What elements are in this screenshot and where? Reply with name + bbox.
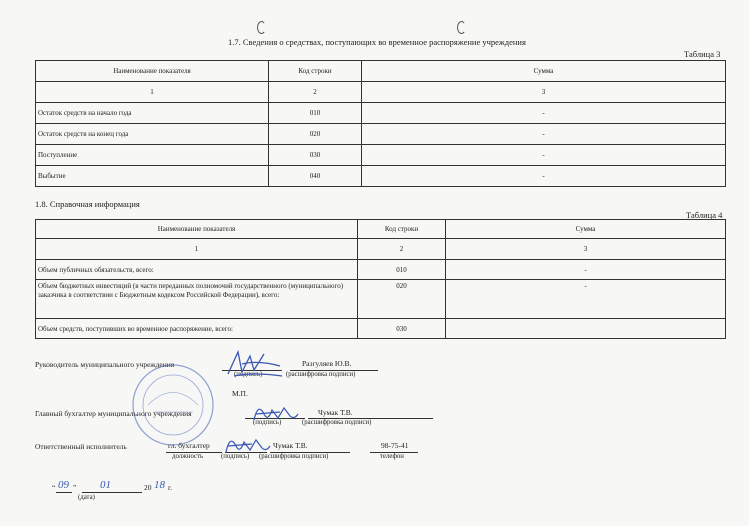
section-17-title: 1.7. Сведения о средствах, поступающих во временное распоряжение учреждения	[228, 37, 526, 47]
head-name: Разгуляев Ю.В.	[302, 359, 352, 368]
executor-label: Ответственный исполнитель	[35, 442, 127, 451]
row-sum: -	[446, 280, 726, 319]
executor-signature	[222, 432, 272, 458]
head-sub-decode: (расшифровка подписи)	[286, 371, 356, 378]
binder-hole-right	[457, 21, 466, 34]
date-suffix: г.	[168, 483, 173, 492]
date-month: 01	[100, 479, 111, 491]
date-caption: (дата)	[78, 494, 95, 501]
accountant-sub-decode: (расшифровка подписи)	[302, 419, 372, 426]
stamp-mp: М.П.	[232, 389, 248, 398]
number-cell: 2	[269, 82, 362, 103]
section-18-title: 1.8. Справочная информация	[35, 199, 140, 209]
executor-sub-phone: телефон	[380, 453, 404, 460]
row-sum: -	[362, 124, 726, 145]
row-name: Объем средств, поступивших во временное распоряжение, всего:	[36, 319, 358, 339]
date-day: 09	[58, 479, 69, 491]
row-sum	[446, 319, 726, 339]
row-name: Объем публичных обязательств, всего:	[36, 260, 358, 280]
header-cell: Наименование показателя	[36, 61, 269, 82]
table-header-row	[36, 220, 726, 239]
executor-sub-sign: (подпись)	[221, 453, 250, 460]
row-code: 010	[358, 260, 446, 280]
executor-sub-position: должность	[172, 453, 204, 460]
row-name: Остаток средств на начало года	[36, 103, 269, 124]
header-cell: Сумма	[446, 220, 726, 239]
table-numbering-row	[36, 239, 726, 260]
row-code: 030	[358, 319, 446, 339]
date-day-line	[56, 492, 72, 493]
table-header-row	[36, 61, 726, 82]
number-cell: 1	[36, 82, 269, 103]
table-row	[36, 124, 726, 145]
table-3	[35, 60, 726, 187]
number-cell: 1	[36, 239, 358, 260]
row-name: Выбытие	[36, 166, 269, 187]
row-code: 020	[269, 124, 362, 145]
executor-name: Чумак Т.В.	[273, 441, 308, 450]
date-month-line	[82, 492, 142, 493]
table-row	[36, 166, 726, 187]
number-cell: 3	[446, 239, 726, 260]
row-code: 030	[269, 145, 362, 166]
executor-position: гл. бухгалтер	[168, 441, 210, 450]
date-year-prefix: 20	[144, 483, 152, 492]
executor-phone: 98-75-41	[381, 441, 409, 450]
row-sum: -	[362, 166, 726, 187]
accountant-sub-sign: (подпись)	[253, 419, 282, 426]
accountant-signature	[250, 400, 300, 426]
header-cell: Сумма	[362, 61, 726, 82]
head-sub-sign: (подпись)	[234, 371, 263, 378]
official-stamp	[118, 360, 228, 450]
row-name: Остаток средств на конец года	[36, 124, 269, 145]
table-3-label: Таблица 3	[684, 49, 721, 59]
row-code: 010	[269, 103, 362, 124]
binder-hole-left	[257, 21, 266, 34]
row-sum: -	[446, 260, 726, 280]
row-name: Объем бюджетных инвестиций (в части переданных полномочий государственного (муниципального) заказчика в соответствии с Бюджетным кодексом Российской Федерации), всего:	[36, 280, 358, 319]
table-row	[36, 145, 726, 166]
table-row	[36, 260, 726, 280]
table-row	[36, 280, 726, 319]
table-row	[36, 103, 726, 124]
head-signature	[224, 346, 286, 382]
header-cell: Код строки	[269, 61, 362, 82]
row-name: Поступление	[36, 145, 269, 166]
date-quote-open: “	[52, 483, 56, 492]
table-numbering-row	[36, 82, 726, 103]
row-code: 020	[358, 280, 446, 319]
table-4	[35, 219, 726, 339]
executor-sub-decode: (расшифровка подписи)	[259, 453, 329, 460]
header-cell: Код строки	[358, 220, 446, 239]
header-cell: Наименование показателя	[36, 220, 358, 239]
row-sum: -	[362, 145, 726, 166]
accountant-label: Главный бухгалтер муниципального учреждения	[35, 409, 192, 418]
table-4-label: Таблица 4	[686, 210, 723, 220]
row-sum: -	[362, 103, 726, 124]
number-cell: 3	[362, 82, 726, 103]
head-label: Руководитель муниципального учреждения	[35, 360, 175, 369]
number-cell: 2	[358, 239, 446, 260]
row-code: 040	[269, 166, 362, 187]
date-quote-close: ”	[73, 483, 77, 492]
accountant-name: Чумак Т.В.	[318, 408, 353, 417]
table-row	[36, 319, 726, 339]
date-year-suffix: 18	[154, 479, 165, 491]
